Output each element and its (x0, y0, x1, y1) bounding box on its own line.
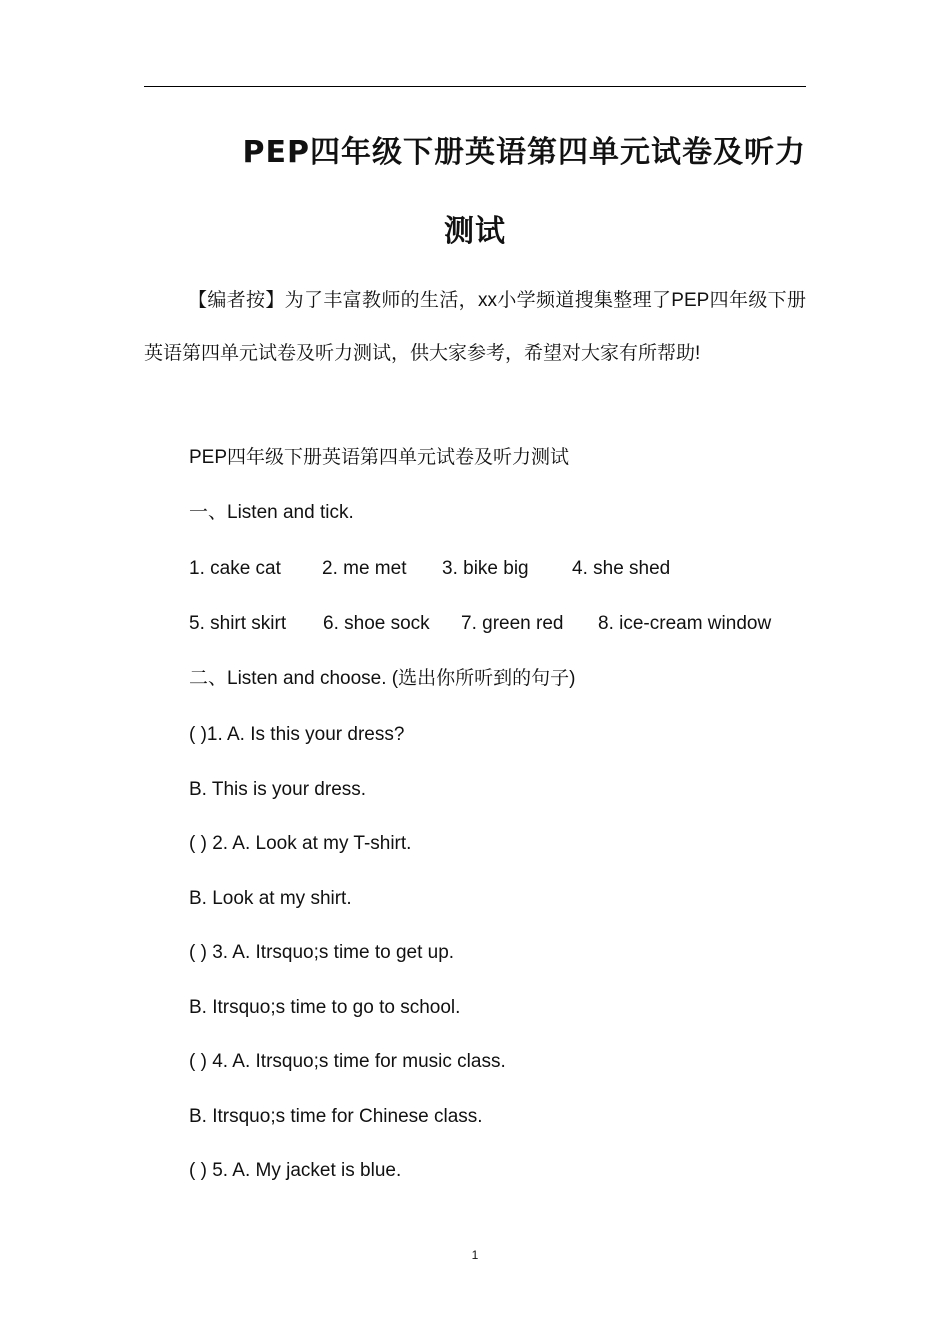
question-line: ( ) 3. A. Itrsquo;s time to get up. (189, 942, 455, 963)
section-1-heading: 一、Listen and tick. (189, 502, 354, 523)
subtitle: PEP四年级下册英语第四单元试卷及听力测试 (189, 447, 570, 468)
question-line: B. This is your dress. (189, 779, 367, 800)
question-line: ( ) 4. A. Itrsquo;s time for music class. (189, 1051, 506, 1072)
word-pair-item: 1. cake cat (189, 558, 281, 579)
section-2-heading: 二、Listen and choose. (选出你所听到的句子) (189, 668, 576, 689)
question-line: ( )1. A. Is this your dress? (189, 724, 405, 745)
question-line: B. Itrsquo;s time for Chinese class. (189, 1106, 483, 1127)
question-line: ( ) 2. A. Look at my T-shirt. (189, 833, 412, 854)
header-rule (144, 86, 806, 87)
question-line: B. Itrsquo;s time to go to school. (189, 997, 461, 1018)
question-line: B. Look at my shirt. (189, 888, 352, 909)
word-pair-item: 8. ice-cream window (598, 613, 772, 634)
question-line: ( ) 5. A. My jacket is blue. (189, 1160, 402, 1181)
word-pair-item: 3. bike big (442, 558, 529, 579)
document-title-line-2: 测试 (444, 214, 506, 249)
word-pair-item: 4. she shed (572, 558, 671, 579)
word-pair-item: 6. shoe sock (323, 613, 430, 634)
document-title-line-1: PEP四年级下册英语第四单元试卷及听力 (242, 135, 806, 170)
word-pair-item: 7. green red (461, 613, 564, 634)
page-number: 1 (471, 1248, 479, 1262)
word-pair-item: 2. me met (322, 558, 407, 579)
word-pair-item: 5. shirt skirt (189, 613, 287, 634)
editor-note-paragraph: 【编者按】为了丰富教师的生活，xx小学频道搜集整理了PEP四年级下册英语第四单元试卷及听力测试，供大家参考，希望对大家有所帮助! (144, 290, 806, 364)
